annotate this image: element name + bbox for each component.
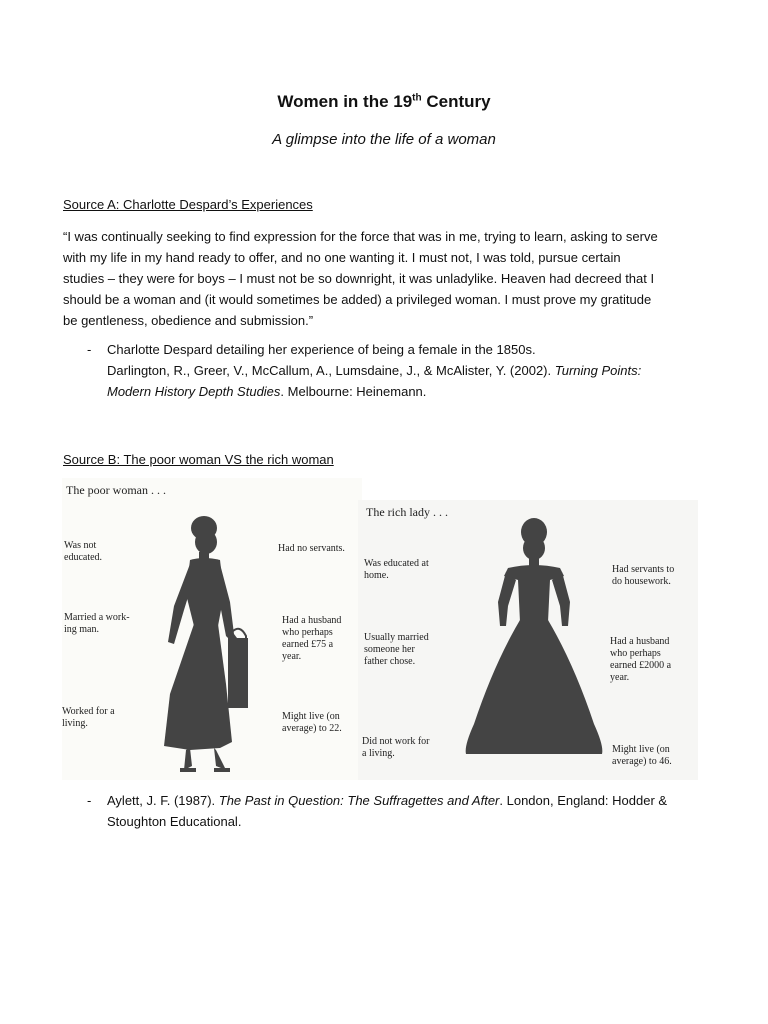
rich-fact: Might live (on average) to 46.: [612, 744, 672, 767]
page-title: Women in the 19th Century: [277, 92, 491, 111]
source-a-quote: [63, 226, 713, 331]
quote-line: “I was continually seeking to find expression for the force that was in me, trying to learn, asking to serve: [63, 229, 658, 244]
source-b-citation: [87, 790, 707, 832]
poor-woman-silhouette: [154, 514, 254, 776]
rich-fact: Usually married someone her father chose.: [364, 632, 429, 667]
rich-heading: The rich lady . . .: [366, 505, 448, 519]
quote-line: should be a woman and (it would sometimes be added) a privileged woman. I must prove my gratitude: [63, 292, 652, 307]
citation-line: Modern History Depth Studies. Melbourne: Heinemann.: [107, 384, 427, 399]
citation-line: Aylett, J. F. (1987). The Past in Question: The Suffragettes and After. London, England: Hodder &: [107, 793, 668, 808]
quote-line: with my life in my hand ready to offer, and no one wanting it. I must not, I was told, pursue certain: [63, 250, 621, 265]
rich-fact: Had servants to do housework.: [612, 564, 675, 587]
rich-fact: Did not work for a living.: [362, 736, 430, 759]
citation-line: Charlotte Despard detailing her experience of being a female in the 1850s.: [107, 342, 536, 357]
quote-line: studies – they were for boys – I must not be so downright, it was unladylike. Heaven had decreed that I: [63, 271, 655, 286]
source-a-heading: Source A: Charlotte Despard’s Experiences: [63, 197, 313, 212]
citation-line: Darlington, R., Greer, V., McCallum, A., Lumsdaine, J., & McAlister, Y. (2002). Turning Points:: [107, 363, 642, 378]
rich-lady-silhouette: [454, 514, 614, 764]
citation-line: Stoughton Educational.: [107, 814, 242, 829]
rich-fact: Had a husband who perhaps earned £2000 a year.: [610, 636, 672, 683]
poor-fact: Was not educated.: [64, 540, 103, 563]
rich-fact: Was educated at home.: [364, 558, 429, 581]
poor-fact: Had a husband who perhaps earned £75 a year.: [282, 615, 342, 662]
poor-fact: Worked for a living.: [62, 706, 115, 729]
bullet-dash: -: [87, 342, 92, 357]
page-subtitle: A glimpse into the life of a woman: [272, 131, 496, 148]
rich-lady-panel: [358, 500, 698, 780]
source-b-heading: Source B: The poor woman VS the rich woman: [63, 452, 334, 467]
poor-heading: The poor woman . . .: [66, 483, 166, 497]
poor-vs-rich-figure: [62, 478, 698, 780]
bullet-dash: -: [87, 793, 92, 808]
poor-fact: Had no servants.: [278, 543, 345, 554]
poor-fact: Might live (on average) to 22.: [282, 711, 342, 734]
source-a-citation: [87, 339, 707, 402]
quote-line: be gentleness, obedience and submission.”: [63, 313, 314, 328]
poor-fact: Married a work- ing man.: [64, 612, 130, 635]
poor-woman-panel: [62, 478, 362, 780]
